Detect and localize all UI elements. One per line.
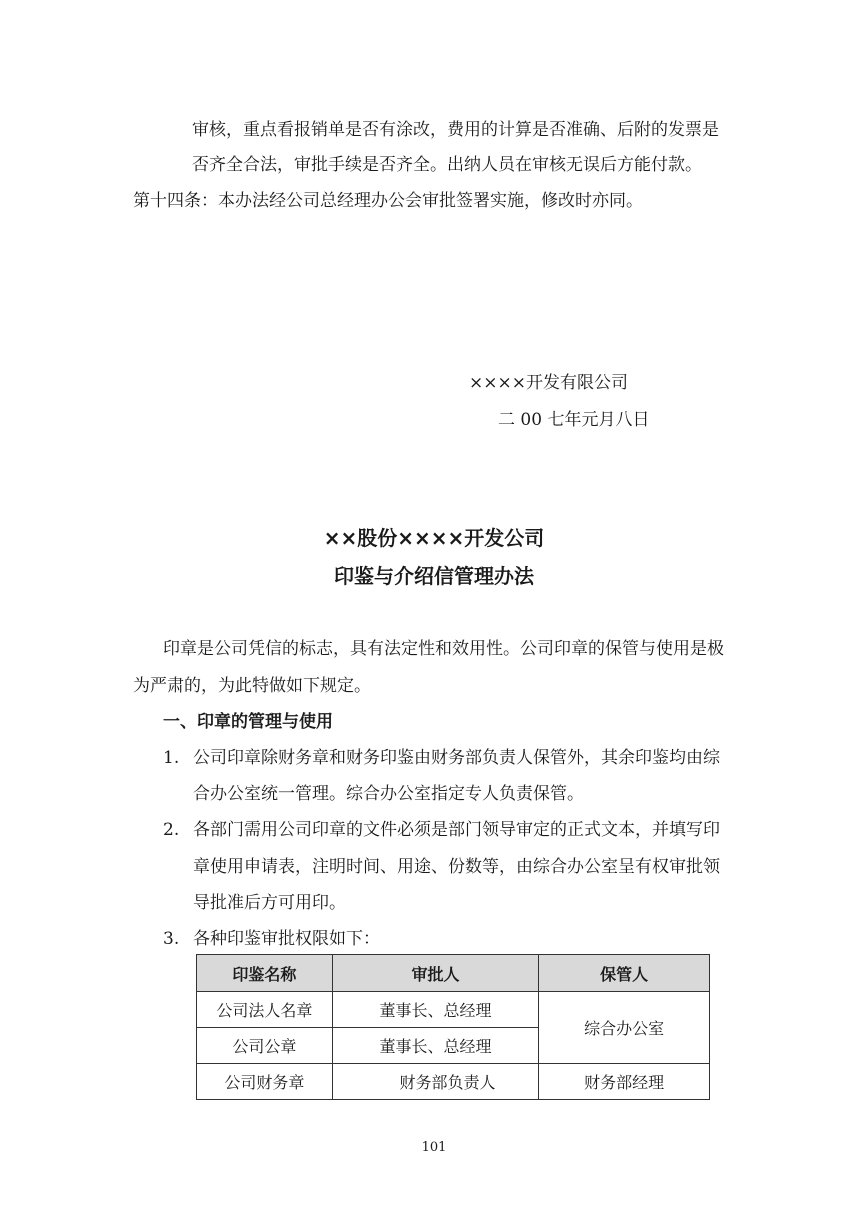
table-cell-seal-name: 公司公章 <box>197 1028 333 1064</box>
table-cell-seal-name: 公司财务章 <box>197 1064 333 1100</box>
document-title-line-2: 印鉴与介绍信管理办法 <box>334 564 534 588</box>
continuation-line-1: 审核，重点看报销单是否有涂改，费用的计算是否准确、后附的发票是 <box>192 120 719 140</box>
signature-company: ××××开发有限公司 <box>469 373 628 393</box>
document-title-line-1: ××股份××××开发公司 <box>323 526 545 550</box>
table-header: 保管人 <box>539 955 710 992</box>
list-item-line: 各部门需用公司印章的文件必须是部门领导审定的正式文本，并填写印 <box>193 820 720 840</box>
continuation-line-2: 否齐全合法，审批手续是否齐全。出纳人员在审核无误后方能付款。 <box>192 155 702 175</box>
list-item-number: 3. <box>163 929 180 949</box>
table-header: 印鉴名称 <box>197 955 333 992</box>
list-item-line: 各种印鉴审批权限如下： <box>193 929 380 949</box>
table-cell-keeper: 综合办公室 <box>539 992 710 1064</box>
list-item-line: 公司印章除财务章和财务印鉴由财务部负责人保管外，其余印鉴均由综 <box>193 748 720 768</box>
section-1-heading: 一、印章的管理与使用 <box>163 712 333 732</box>
intro-line-2: 为严肃的，为此特做如下规定。 <box>133 676 371 696</box>
table-cell-approver: 董事长、总经理 <box>332 992 539 1028</box>
table-cell-keeper: 财务部经理 <box>539 1064 710 1100</box>
signature-date: 二 00 七年元月八日 <box>498 410 650 430</box>
list-item-number: 1. <box>163 748 180 768</box>
table-row <box>197 992 710 1028</box>
list-item-number: 2. <box>163 820 180 840</box>
table-header-row <box>197 955 710 992</box>
intro-line-1: 印章是公司凭信的标志，具有法定性和效用性。公司印章的保管与使用是极 <box>163 639 724 659</box>
page-number: 101 <box>421 1140 447 1155</box>
list-item-line: 合办公室统一管理。综合办公室指定专人负责保管。 <box>193 784 584 804</box>
table-cell-approver: 财务部负责人 <box>332 1064 539 1100</box>
table-cell-approver: 董事长、总经理 <box>332 1028 539 1064</box>
table-header: 审批人 <box>332 955 539 992</box>
list-item-line: 章使用申请表，注明时间、用途、份数等，由综合办公室呈有权审批领 <box>193 857 720 877</box>
seal-approval-table <box>196 954 710 1100</box>
table-row <box>197 1064 710 1100</box>
list-item-line: 导批准后方可用印。 <box>193 893 346 913</box>
article-14: 第十四条：本办法经公司总经理办公会审批签署实施，修改时亦同。 <box>133 191 643 211</box>
table-cell-seal-name: 公司法人名章 <box>197 992 333 1028</box>
